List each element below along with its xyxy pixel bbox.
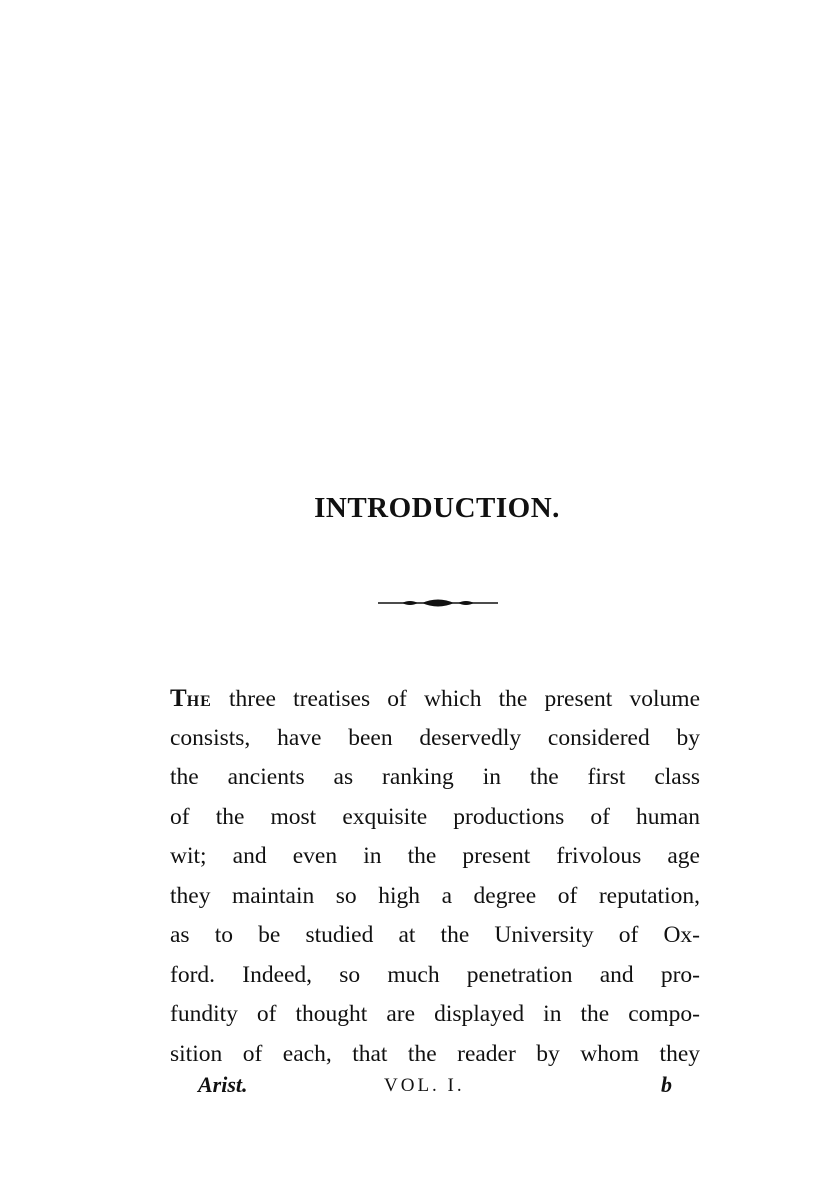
page-title: INTRODUCTION. — [314, 492, 560, 524]
text-line: sition of each, that the reader by whom they — [170, 1040, 700, 1067]
text-line: as to be studied at the University of Ox- — [170, 922, 700, 948]
volume-number: VOL. I. — [384, 1075, 465, 1096]
text-line: of the most exquisite productions of human — [170, 803, 700, 830]
text-line — [170, 679, 700, 719]
text-line: wit; and even in the present frivolous age — [170, 843, 700, 869]
small-caps-word: HE — [186, 693, 212, 710]
signature-mark: Arist. — [198, 1072, 248, 1097]
body-paragraph — [170, 679, 700, 1074]
text-line: fundity of thought are displayed in the compo- — [170, 1001, 700, 1027]
sheet-mark: b — [661, 1072, 672, 1097]
text-line: consists, have been deservedly considered by — [170, 724, 700, 751]
text-line: the ancients as ranking in the first class — [170, 764, 700, 790]
text-line: ford. Indeed, so much penetration and pro- — [170, 961, 700, 988]
line-text: three treatises of which the present volume — [211, 686, 700, 712]
text-line: they maintain so high a degree of reputation, — [170, 882, 700, 909]
ornamental-divider — [378, 596, 498, 610]
page-footer — [0, 1072, 840, 1102]
drop-cap: T — [170, 685, 187, 712]
